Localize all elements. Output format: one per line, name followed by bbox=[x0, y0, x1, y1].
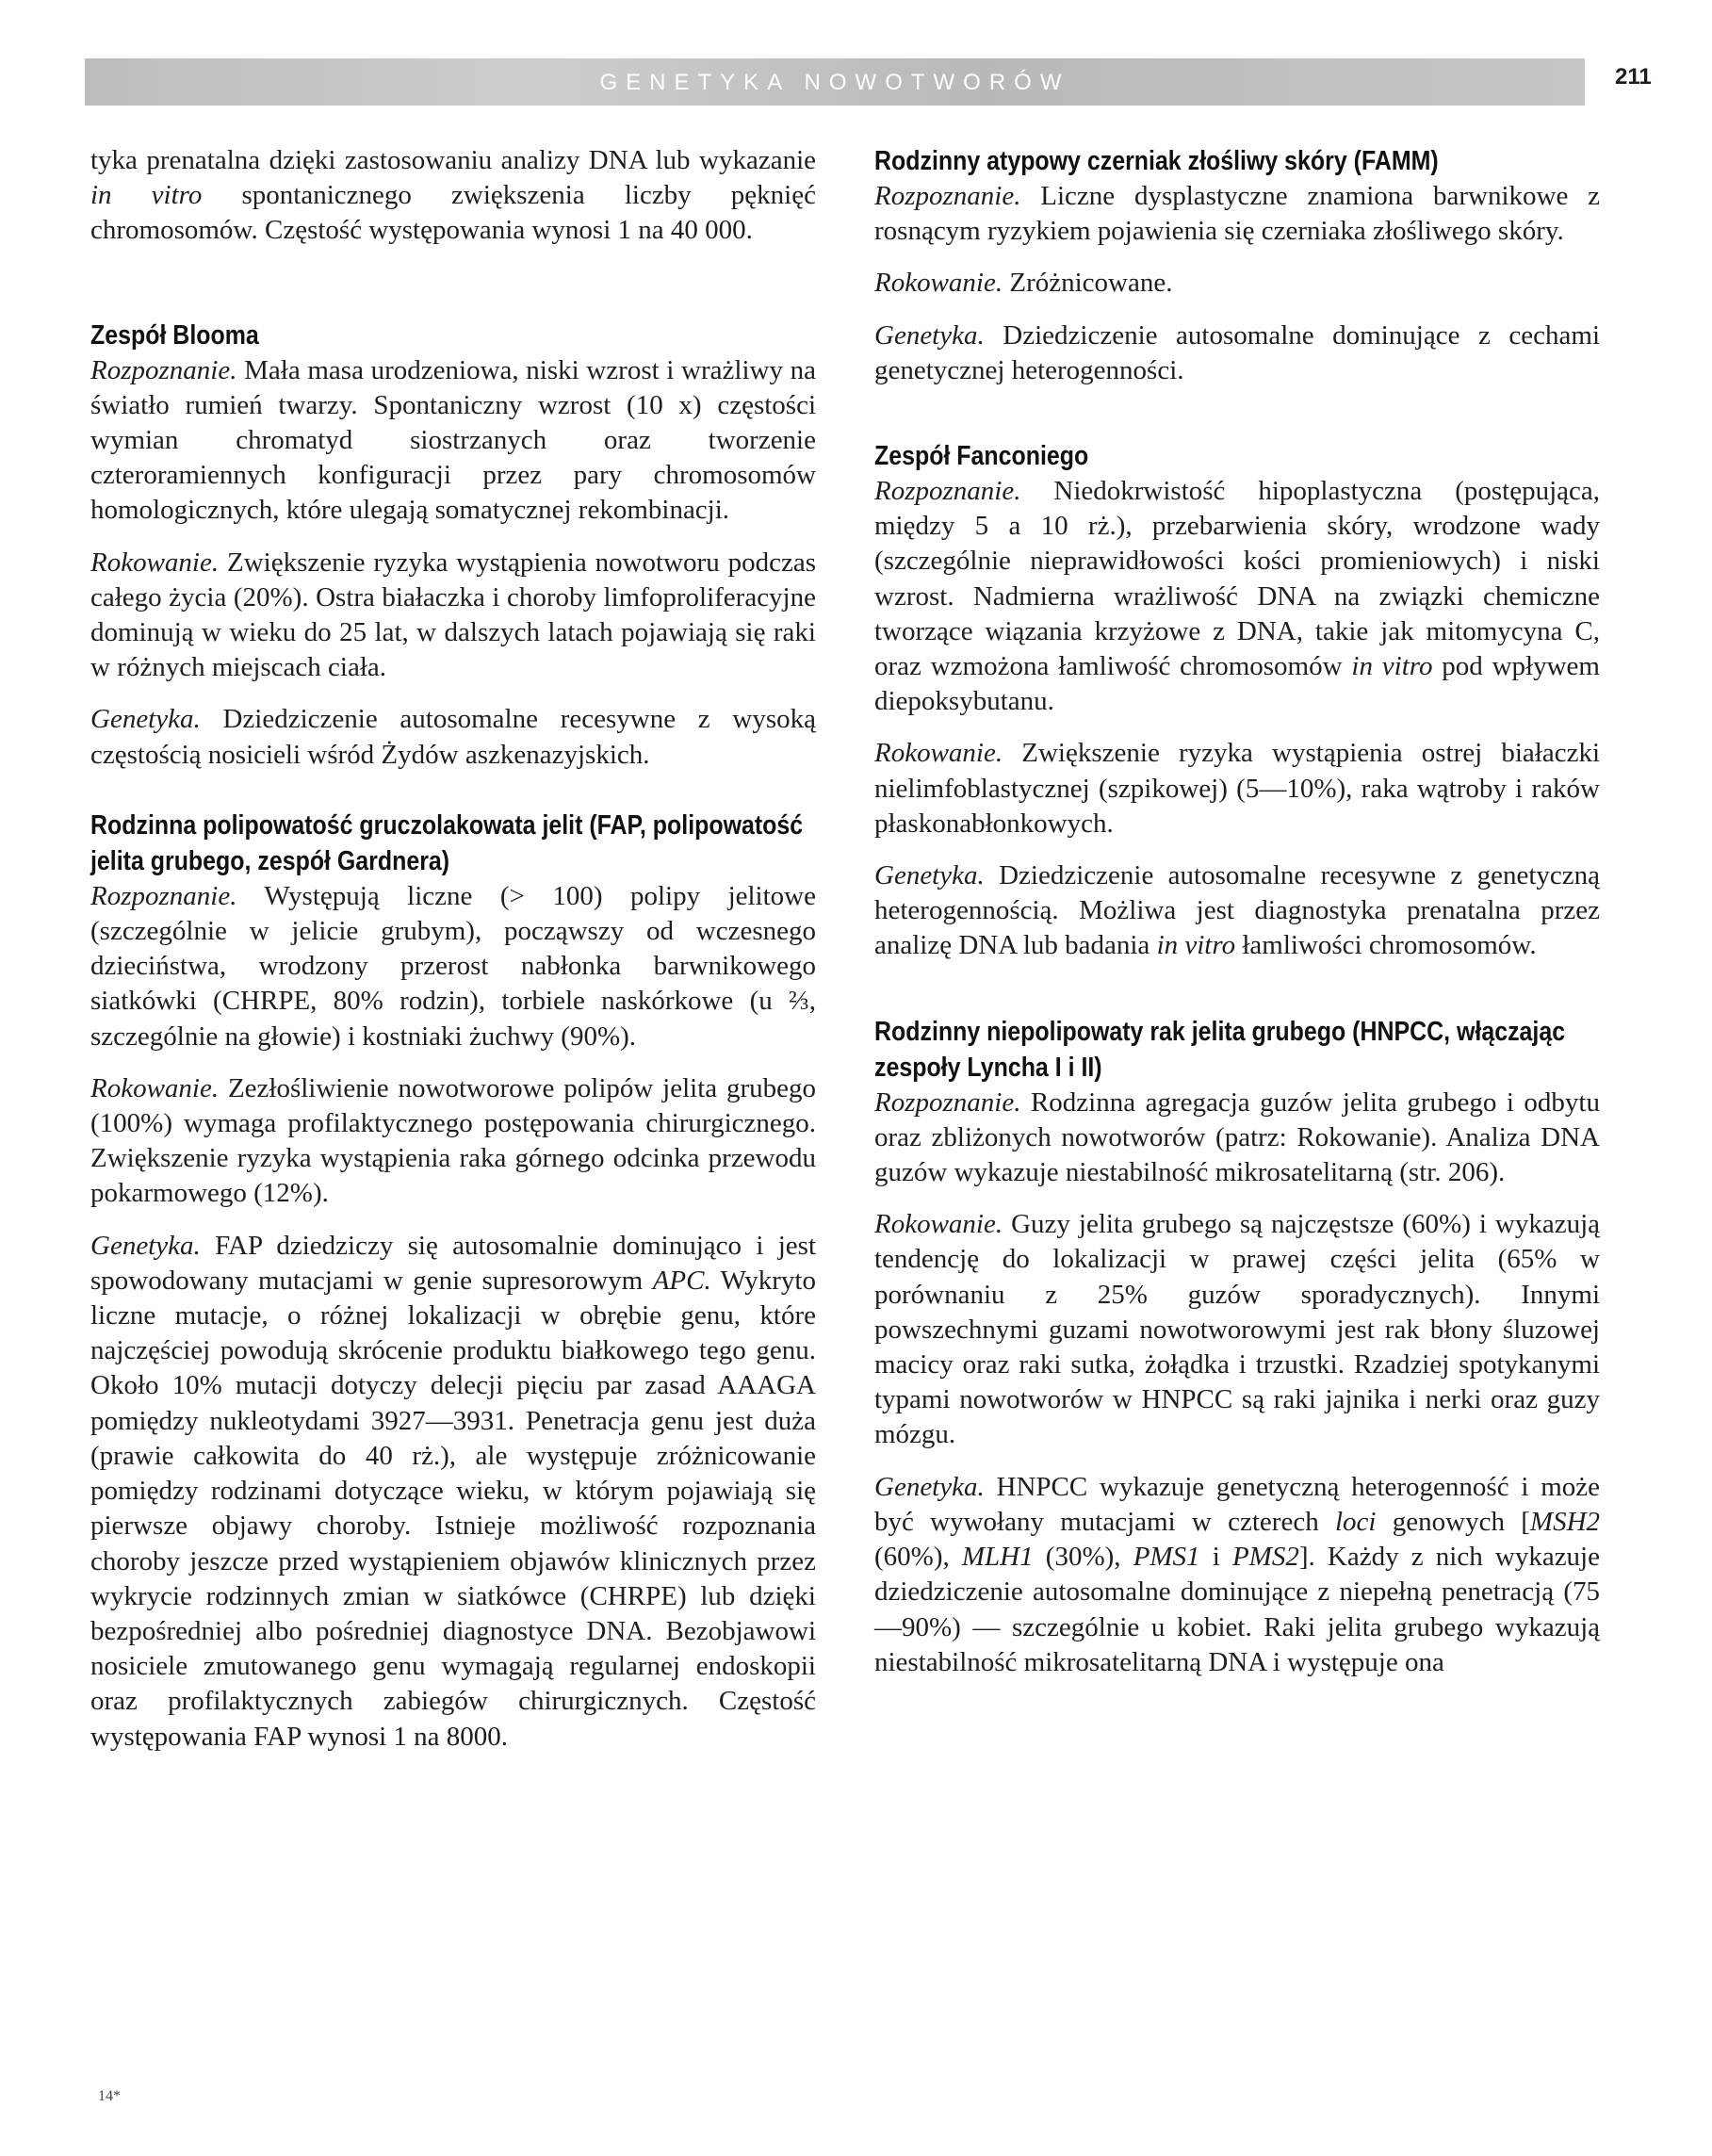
fap-heading: Rodzinna polipowatość gruczolakowata jelit (FAP, polipowatość jelita grubego, zespół Gardnera) bbox=[90, 809, 804, 876]
hnpcc-heading: Rodzinny niepolipowaty rak jelita grubego (HNPCC, włączając zespoły Lyncha I i II) bbox=[874, 1016, 1566, 1083]
italic-term: Rozpoznanie. bbox=[90, 354, 237, 385]
fanconi-diagnosis: Rozpoznanie. Niedokrwistość hipoplastyczna (postępująca, między 5 a 10 rż.), przebarwienia skóry, wrodzone wady (szczególnie nieprawidłowości kości promieniowych) i niski wzrost. Nadmierna wrażliwość DNA na związki chemiczne tworzące wiązania krzyżowe z DNA, takie jak mitomycyna C, oraz wzmożona łamliwość chromosomów in vitro pod wpływem diepoksybutanu. bbox=[874, 476, 1600, 717]
famm-genetics: Genetyka. Dziedziczenie autosomalne dominujące z cechami genetycznej heterogenności. bbox=[874, 319, 1600, 385]
hnpcc-genetics: Genetyka. HNPCC wykazuje genetyczną heterogenność i może być wywołany mutacjami w czterech loci genowych [MSH2 (60%), MLH1 (30%), PMS1 i PMS2]. Każdy z nich wykazuje dziedziczenie autosomalne dominujące z niepełną penetracją (75—90%) — szczególnie u kobiet. Raki jelita grubego wykazują niestabilność mikrosatelitarną DNA i występuje ona bbox=[874, 1471, 1601, 1677]
fanconi-heading: Zespół Fanconiego bbox=[874, 441, 1089, 472]
italic-term: Genetyka. bbox=[90, 1230, 201, 1261]
italic-term: PMS1 bbox=[1133, 1542, 1200, 1573]
bloom-genetics: Genetyka. Dziedziczenie autosomalne recesywne z wysoką częstością nosicieli wśród Żydów aszkenazyjskich. bbox=[90, 704, 816, 770]
bloom-prognosis: Rokowanie. Zwiększenie ryzyka wystąpienia nowotworu podczas całego życia (20%). Ostra białaczka i choroby limfoproliferacyjne dominują w wieku do 25 lat, w dalszych latach pojawiają się raki w różnych miejscach ciała. bbox=[90, 547, 816, 683]
fanconi-prognosis: Rokowanie. Zwiększenie ryzyka wystąpienia ostrej białaczki nielimfoblastycznej (szpikowej) (5—10%), raka wątroby i raków płaskonabłonkowych. bbox=[874, 738, 1600, 839]
italic-term: in vitro bbox=[1156, 930, 1236, 961]
italic-term: Rokowanie. bbox=[874, 268, 1003, 299]
italic-term: Rozpoznanie. bbox=[874, 476, 1021, 507]
italic-term: Genetyka. bbox=[874, 319, 985, 351]
fap-genetics: Genetyka. FAP dziedziczy się autosomalnie dominująco i jest spowodowany mutacjami w genie supresorowym APC. Wykryto liczne mutacje, o różnej lokalizacji w obrębie genu, które najczęściej powodują skrócenie produktu białkowego tego genu. Około 10% mutacji dotyczy delecji pięciu par zasad AAAGA pomiędzy nukleotydami 3927—3931. Penetracja genu jest duża (prawie całkowita do 40 rż.), ale występuje zróżnicowanie pomiędzy rodzinami dotyczące wieku, w którym pojawiają się pierwsze objawy choroby. Istnieje możliwość rozpoznania choroby jeszcze przed wystąpieniem objawów klinicznych przez wykrycie rodzinnych zmian w siatkówce (CHRPE) lub dzięki bezpośredniej albo pośredniej diagnostyce DNA. Bezobjawowi nosiciele zmutowanego genu wymagają regularnej endoskopii oraz profilaktycznych zabiegów chirurgicznych. Częstość występowania FAP wynosi 1 na 8000. bbox=[90, 1230, 816, 1752]
italic-term: Rokowanie. bbox=[90, 1072, 220, 1103]
italic-term: PMS2 bbox=[1231, 1542, 1299, 1573]
italic-term: Genetyka. bbox=[90, 704, 201, 735]
running-header-title: GENETYKA NOWOTWORÓW bbox=[599, 70, 1070, 95]
fanconi-genetics: Genetyka. Dziedziczenie autosomalne recesywne z genetyczną heterogennością. Możliwa jest diagnostyka prenatalna przez analizę DNA lub badania in vitro łamliwości chromosomów. bbox=[874, 860, 1600, 961]
fap-prognosis: Rokowanie. Zezłośliwienie nowotworowe polipów jelita grubego (100%) wymaga profilaktycznego postępowania chirurgicznego. Zwiększenie ryzyka wystąpienia raka górnego odcinka przewodu pokarmowego (12%). bbox=[90, 1072, 816, 1209]
italic-term: in vitro bbox=[1351, 651, 1433, 682]
page-number: 211 bbox=[1615, 64, 1652, 90]
italic-term: in vitro bbox=[90, 180, 203, 211]
italic-term: loci bbox=[1335, 1506, 1377, 1537]
bloom-heading: Zespół Blooma bbox=[90, 319, 259, 351]
italic-term: Genetyka. bbox=[874, 1471, 985, 1502]
left-column bbox=[90, 143, 816, 1755]
italic-term: Rokowanie. bbox=[90, 547, 220, 578]
famm-heading: Rodzinny atypowy czerniak złośliwy skóry (FAMM) bbox=[874, 146, 1439, 176]
fap-diagnosis: Rozpoznanie. Występują liczne (> 100) polipy jelitowe (szczególnie w jelicie grubym), począwszy od wczesnego dzieciństwa, wrodzony przerost nabłonka barwnikowego siatkówki (CHRPE, 80% rodzin), torbiele naskórkowe (u ⅔, szczególnie na głowie) i kostniaki żuchwy (90%). bbox=[90, 880, 816, 1052]
italic-term: Rokowanie. bbox=[874, 738, 1003, 769]
intro-paragraph: tyka prenatalna dzięki zastosowaniu analizy DNA lub wykazanie in vitro spontanicznego zwiększenia liczby pęknięć chromosomów. Częstość występowania wynosi 1 na 40 000. bbox=[90, 145, 816, 246]
italic-term: MSH2 bbox=[1529, 1506, 1601, 1537]
italic-term: Rokowanie. bbox=[874, 1209, 1003, 1240]
italic-term: Rozpoznanie. bbox=[90, 880, 237, 911]
italic-term: Rozpoznanie. bbox=[874, 181, 1021, 211]
right-column bbox=[874, 143, 1600, 1680]
italic-term: APC. bbox=[652, 1265, 711, 1296]
italic-term: Genetyka. bbox=[874, 860, 985, 891]
bloom-diagnosis: Rozpoznanie. Mała masa urodzeniowa, niski wzrost i wrażliwy na światło rumień twarzy. Spontaniczny wzrost (10 x) częstości wymian chromatyd siostrzanych oraz tworzenie czteroramiennych konfiguracji przez pary chromosomów homologicznych, które ulegają somatycznej rekombinacji. bbox=[90, 354, 816, 526]
running-header-bar bbox=[85, 58, 1585, 106]
signature-mark: 14* bbox=[98, 2088, 121, 2104]
hnpcc-diagnosis: Rozpoznanie. Rodzinna agregacja guzów jelita grubego i odbytu oraz zbliżonych nowotworów (patrz: Rokowanie). Analiza DNA guzów wykazuje niestabilność mikrosatelitarną (str. 206). bbox=[874, 1086, 1600, 1188]
hnpcc-prognosis: Rokowanie. Guzy jelita grubego są najczęstsze (60%) i wykazują tendencję do lokalizacji w prawej części jelita (65% w porównaniu z 25% guzów sporadycznych). Innymi powszechnymi guzami nowotworowymi jest rak błony śluzowej macicy oraz raki sutka, żołądka i trzustki. Rzadziej spotykanymi typami nowotworów w HNPCC są raki jajnika i nerki oraz guzy mózgu. bbox=[874, 1209, 1600, 1450]
famm-diagnosis: Rozpoznanie. Liczne dysplastyczne znamiona barwnikowe z rosnącym ryzykiem pojawienia się czerniaka złośliwego skóry. bbox=[874, 181, 1600, 247]
italic-term: MLH1 bbox=[961, 1542, 1034, 1573]
famm-prognosis: Rokowanie. Zróżnicowane. bbox=[874, 268, 1173, 299]
italic-term: Rozpoznanie. bbox=[874, 1086, 1021, 1118]
